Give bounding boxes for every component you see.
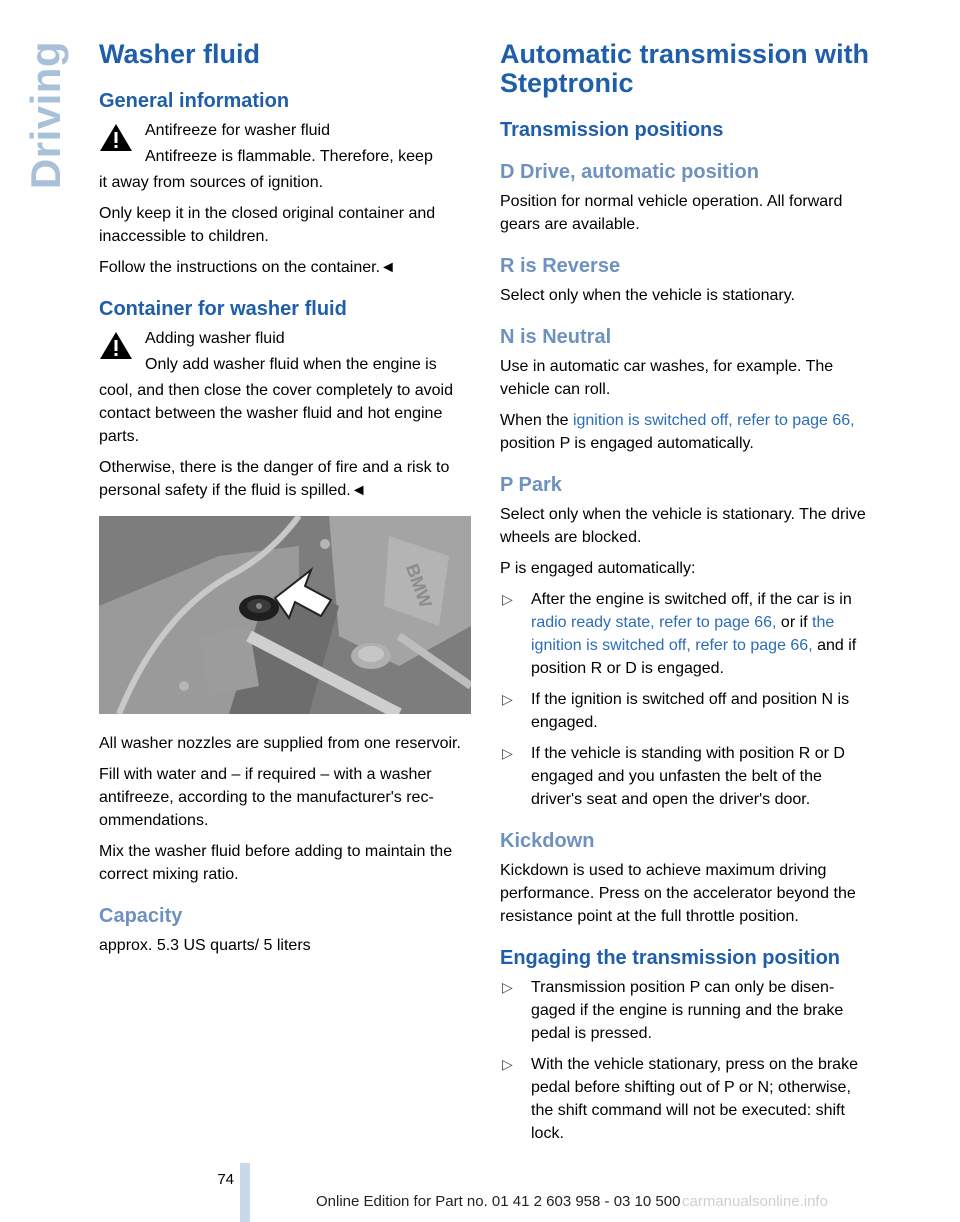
page-footer <box>0 1163 960 1222</box>
list-item <box>500 1053 872 1145</box>
fill-paragraph: Fill with water and – if required – with a washer antifreeze, according to the manufacturer's recommendations. <box>99 766 434 829</box>
page-number: 74 <box>217 1171 234 1188</box>
section-side-tab <box>24 40 68 190</box>
triangle-bullet-icon: ▷ <box>502 979 513 995</box>
ignition-switched-off-link[interactable]: the ignition is switched off, refer to page 66, <box>531 614 835 654</box>
engine-cover-logo: BMW <box>401 561 437 611</box>
list-item <box>500 588 872 680</box>
section-side-tab-label: Driving <box>22 40 69 190</box>
adding-fluid-warning-title: Adding washer fluid <box>145 330 285 347</box>
container-heading: Container for washer fluid <box>99 298 347 320</box>
park-text-2: P is engaged automatically: <box>500 560 696 577</box>
park-text-1: Select only when the vehicle is stationary. The drive wheels are blocked. <box>500 506 866 546</box>
neutral-text-2 <box>500 409 872 455</box>
list-item-text: If the ignition is switched off and position N is engaged. <box>531 691 850 731</box>
drive-heading: D Drive, automatic position <box>500 161 759 183</box>
edition-text: Online Edition for Part no. 01 41 2 603 958 - 03 10 500 <box>316 1193 681 1210</box>
list-item-text: After the engine is switched off, if the car is in <box>531 591 852 608</box>
list-item-text: If the vehicle is standing with position R or D engaged and you unfasten the belt of the driver's seat and open the driver's door. <box>531 745 845 808</box>
radio-ready-link[interactable]: radio ready state, refer to page 66, <box>531 614 777 631</box>
list-item-text: With the vehicle stationary, press on the brake pedal before shifting out of P or N; otherwise, the shift command will not be executed: shift lock. <box>531 1056 858 1142</box>
triangle-bullet-icon: ▷ <box>502 691 513 707</box>
right-column <box>500 40 872 1153</box>
ignition-off-link[interactable]: ignition is switched off, refer to page 66, <box>572 412 855 429</box>
container-paragraph-1: Otherwise, there is the danger of fire and a risk to personal safety if the fluid is spilled.◄ <box>99 459 450 499</box>
mix-paragraph: Mix the washer fluid before adding to maintain the correct mixing ratio. <box>99 843 453 883</box>
capacity-heading: Capacity <box>99 905 183 927</box>
capacity-text: approx. 5.3 US quarts/ 5 liters <box>99 937 311 954</box>
list-item <box>500 976 872 1045</box>
neutral-text-1: Use in automatic car washes, for example. The vehicle can roll. <box>500 358 834 398</box>
drive-text: Position for normal vehicle operation. All forward gears are available. <box>500 193 843 233</box>
reverse-heading: R is Reverse <box>500 255 621 277</box>
warning-triangle-icon <box>99 331 133 361</box>
adding-fluid-warning-line: Only add washer fluid when the engine is <box>145 356 437 373</box>
washer-fluid-title: Washer fluid <box>99 39 261 69</box>
kickdown-heading: Kickdown <box>500 830 595 852</box>
triangle-bullet-icon: ▷ <box>502 1056 513 1072</box>
neutral-heading: N is Neutral <box>500 326 612 348</box>
triangle-bullet-icon: ▷ <box>502 591 513 607</box>
engine-bay-photo <box>99 516 471 714</box>
list-item-text: Transmission position P can only be disengaged if the engine is running and the brake pedal is pressed. <box>531 979 844 1042</box>
general-info-paragraph-1: Only keep it in the closed original container and inaccessible to children. <box>99 205 436 245</box>
warning-triangle-icon <box>99 123 133 153</box>
nozzles-paragraph: All washer nozzles are supplied from one reservoir. <box>99 735 461 752</box>
antifreeze-warning <box>99 119 471 171</box>
antifreeze-warning-line: Antifreeze is flammable. Therefore, keep <box>145 148 433 165</box>
engaging-heading: Engaging the transmission position <box>500 947 841 969</box>
general-information-heading: General information <box>99 90 290 112</box>
triangle-bullet-icon: ▷ <box>502 745 513 761</box>
antifreeze-warning-rest: it away from sources of ignition. <box>99 174 324 191</box>
reverse-text: Select only when the vehicle is stationary. <box>500 287 795 304</box>
transmission-positions-heading: Transmission positions <box>500 119 724 141</box>
adding-fluid-warning-rest: cool, and then close the cover completely to avoid contact between the washer fluid and hot engine parts. <box>99 382 453 445</box>
neutral-text-2-start: When the <box>500 412 573 429</box>
transmission-title: Automatic transmission with Steptronic <box>500 39 870 98</box>
left-column <box>99 40 471 965</box>
engaging-list <box>500 976 872 1145</box>
list-item-text: or if <box>776 614 813 631</box>
neutral-text-2-end: position P is engaged automatically. <box>500 435 754 452</box>
list-item <box>500 742 872 811</box>
list-item-text: and if position R or D is engaged. <box>531 637 857 677</box>
park-conditions-list <box>500 588 872 811</box>
footer-divider <box>240 1163 250 1222</box>
general-info-paragraph-2: Follow the instructions on the container.◄ <box>99 259 396 276</box>
park-heading: P Park <box>500 474 562 496</box>
antifreeze-warning-title: Antifreeze for washer fluid <box>145 122 330 139</box>
adding-fluid-warning <box>99 327 471 379</box>
kickdown-text: Kickdown is used to achieve maximum driving performance. Press on the accelerator beyond the resistance point at the full throttle position. <box>500 862 856 925</box>
watermark: carmanualsonline.info <box>682 1193 828 1210</box>
list-item <box>500 688 872 734</box>
